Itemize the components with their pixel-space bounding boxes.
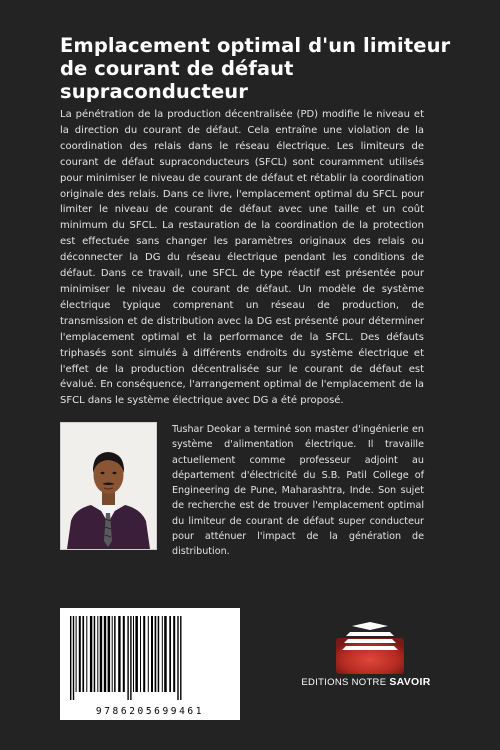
- barcode-bar: [130, 616, 131, 700]
- book-title: Emplacement optimal d'un limiteur de courant de défaut supraconducteur: [60, 34, 451, 103]
- barcode-bar: [97, 616, 98, 692]
- barcode-bar: [70, 616, 71, 700]
- publisher-name: [296, 676, 436, 688]
- barcode-bar: [73, 616, 74, 700]
- barcode-bar: [173, 616, 175, 692]
- barcode-bar: [164, 616, 167, 692]
- barcode-bar: [79, 616, 81, 692]
- author-photo: [60, 422, 157, 550]
- barcode-bar: [76, 616, 77, 692]
- barcode-bar: [112, 616, 113, 692]
- author-bio: Tushar Deokar a terminé son master d'ingénierie en système d'alimentation électrique. Il travaille actuellement comme professeur adjoint au département d'électricité du S.B. Patil College of Engineering de Pune, Maharashtra, Inde. Son sujet de recherche est de trouver l'emplacement optimal du limiteur de courant de défaut super conducteur pour atténuer l'impact de la génération de distribution.: [172, 424, 424, 558]
- barcode-bar: [94, 616, 96, 692]
- barcode-bar: [82, 616, 84, 692]
- barcode-bar: [133, 616, 134, 692]
- barcode-bar: [143, 616, 145, 692]
- publisher-name-bold: SAVOIR: [389, 676, 431, 688]
- barcode-bar: [123, 616, 125, 692]
- barcode-bar: [100, 616, 103, 692]
- barcode-bar: [135, 616, 138, 692]
- barcode-bar: [169, 616, 171, 692]
- barcode-bar: [162, 616, 163, 692]
- barcode-bar: [155, 616, 157, 692]
- barcode-bar: [180, 616, 181, 700]
- barcode-bar: [151, 616, 153, 692]
- barcode-bar: [140, 616, 141, 692]
- barcode-bar: [108, 616, 111, 692]
- barcode-bar: [158, 616, 160, 692]
- isbn-barcode: [60, 608, 240, 720]
- publisher-name-prefix: EDITIONS NOTRE: [301, 677, 387, 688]
- barcode-bar: [90, 616, 92, 692]
- book-description: La pénétration de la production décentralisée (PD) modifie le niveau et la direction du courant de défaut. Cela entraîne une violation de la coordination des relais dans le réseau électrique. Les limiteurs de courant de défaut supraconducteurs (SFCL) sont couramment utilisés pour minimiser le niveau de courant de défaut et rétablir la coordination originale des relais. Dans ce livre, l'emplacement optimal du SFCL pour limiter le niveau de courant de défaut avec une taille et un coût minimum du SFCL. La restauration de la coordination de la protection est effectuée sans changer les paramètres originaux des relais ou déconnecter la DG du réseau électrique pendant les conditions de défaut. Dans ce travail, une SFCL de type réactif est présentée pour minimiser le niveau de courant de défaut. Un modèle de système électrique typique comprenant un réseau de production, de transmission et de distribution avec la DG est présenté pour déterminer l'emplacement optimal et la performance de la SFCL. Des défauts triphasés sont simulés à différents endroits du système électrique et l'effet de la production décentralisée sur le courant de défaut est évalué. En conséquence, l'arrangement optimal de l'emplacement de la SFCL dans le système électrique avec DG a été proposé.: [60, 109, 424, 407]
- barcode-bar: [118, 616, 120, 692]
- author-portrait-image: [61, 423, 156, 549]
- barcode-bar: [86, 616, 87, 692]
- barcode-bars: [60, 608, 240, 708]
- barcode-bar: [127, 616, 128, 700]
- barcode-bar: [177, 616, 178, 700]
- barcode-bar: [148, 616, 149, 692]
- barcode-bar: [114, 616, 116, 692]
- isbn-number: 9786205699461: [95, 706, 205, 717]
- books-stack-icon: [320, 618, 420, 676]
- barcode-bar: [104, 616, 106, 692]
